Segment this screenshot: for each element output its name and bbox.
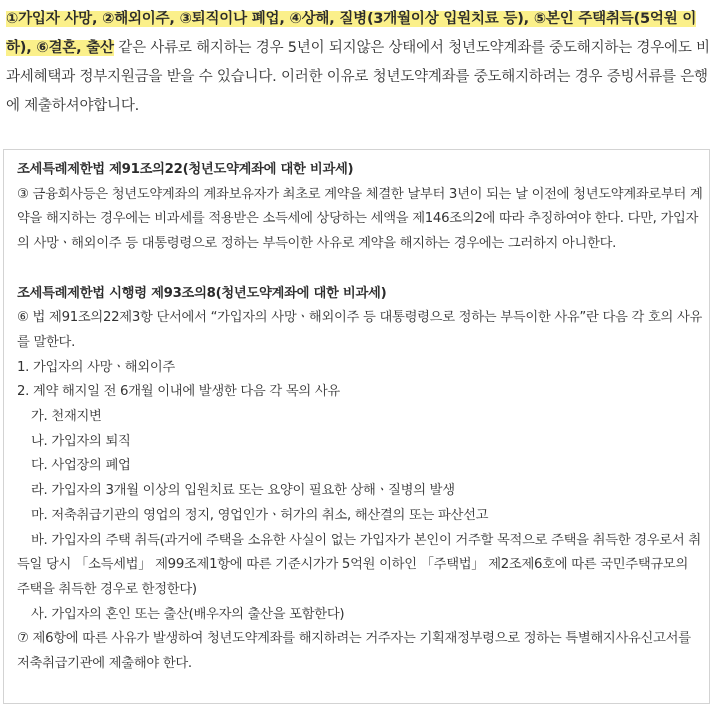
law-paragraph-6: ⑥ 법 제91조의22제3항 단서에서 “가입자의 사망ㆍ해외이주 등 대통령령으로 정하는 부득이한 사유”란 다음 각 호의 사유를 말한다.	[17, 310, 703, 350]
law-paragraph-7: ⑦ 제6항에 따른 사유가 발생하여 청년도약계좌를 해지하려는 거주자는 기획재정부령으로 정하는 특별해지사유신고서를 저축취급기관에 제출해야 한다.	[17, 631, 691, 672]
law-item-1: 1. 가입자의 사망ㆍ해외이주	[17, 359, 175, 375]
spacer	[17, 257, 703, 282]
law-subitem-ra: 라. 가입자의 3개월 이상의 입원치료 또는 요양이 필요한 상해ㆍ질병의 발생	[31, 483, 455, 499]
highlighted-reasons: ①가입자 사망, ②해외이주, ③퇴직이나 폐업, ④상해, 질병(3개월이상 입원치료 등), ⑤본인 주택취득(5억원 이하), ⑥결혼, 출산	[6, 11, 697, 56]
law-subitem-sa: 사. 가입자의 혼인 또는 출산(배우자의 출산을 포함한다)	[31, 606, 345, 622]
law-subitem-na: 나. 가입자의 퇴직	[31, 433, 131, 449]
intro-text: 같은 사류로 해지하는 경우 5년이 되지않은 상태에서 청년도약계좌를 중도해지하는 경우에도 비과세혜택과 정부지원금을 받을 수 있습니다. 이러한 이유로 청년도약계좌를 중도해지하려는 경우 증빙서류를 은행에 제출하셔야합니다.	[6, 40, 710, 114]
law-subitem-ga: 가. 천재지변	[31, 409, 102, 425]
law-item-2: 2. 계약 해지일 전 6개월 이내에 발생한 다음 각 목의 사유	[17, 384, 340, 400]
law-title-93-8: 조세특례제한법 시행령 제93조의8(청년도약계좌에 대한 비과세)	[17, 285, 387, 301]
law-paragraph-3: ③ 금융회사등은 청년도약계좌의 계좌보유자가 최초로 계약을 체결한 날부터 3년이 되는 날 이전에 청년도약계좌로부터 계약을 해지하는 경우에는 비과세를 적용받은 소득세에 상당하는 세액을 제146조의2에 따라 추징하여야 한다. 다만, 가입자의 사망ㆍ해외이주 등 대통령령으로 정하는 부득이한 사유로 계약을 해지하는 경우에는 그러하지 아니한다.	[17, 186, 703, 252]
law-subitem-da: 다. 사업장의 폐업	[31, 458, 131, 474]
law-subitem-ma: 마. 저축취급기관의 영업의 정지, 영업인가ㆍ허가의 취소, 해산결의 또는 파산선고	[31, 507, 489, 523]
intro-paragraph	[6, 5, 718, 121]
law-subitem-ba: 바. 가입자의 주택 취득(과거에 주택을 소유한 사실이 없는 가입자가 본인이 거주할 목적으로 주택을 취득한 경우로서 취득일 당시 「소득세법」 제99조제1항에 따른 기준시가가 5억원 이하인 「주택법」 제2조제6호에 따른 국민주택규모의 주택을 취득한 경우로 한정한다)	[17, 532, 701, 597]
law-title-91-22: 조세특례제한법 제91조의22(청년도약계좌에 대한 비과세)	[17, 162, 354, 177]
law-quote-box	[3, 149, 710, 704]
